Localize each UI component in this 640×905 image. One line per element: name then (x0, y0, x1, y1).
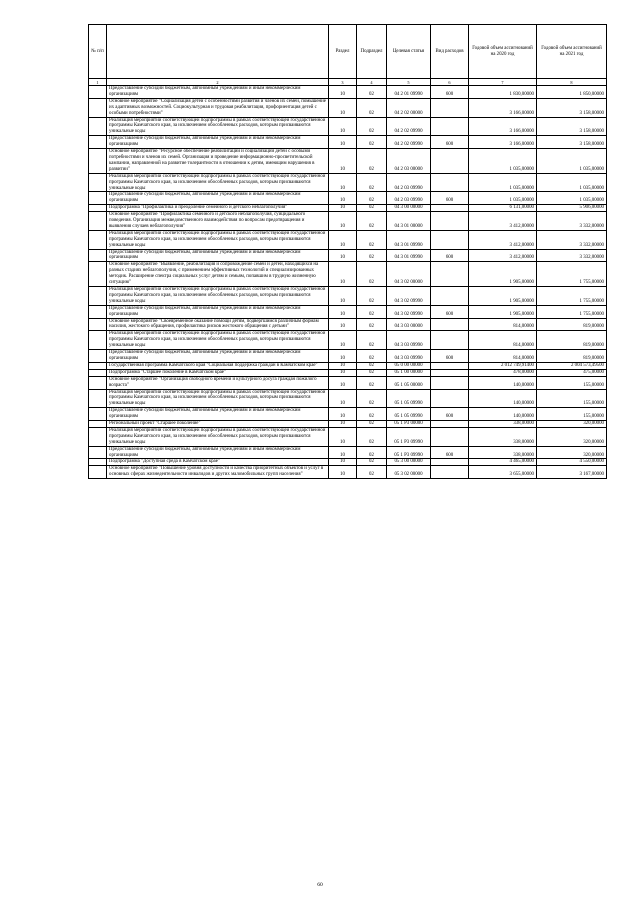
row-expense-type (431, 149, 469, 174)
row-amount-2020: 1 035,00000 (469, 149, 537, 174)
row-amount-2021: 1 850,00000 (537, 86, 607, 99)
row-amount-2021: 2 004 573,49500 (537, 362, 607, 369)
row-name: Основное мероприятие "Выявление, реабилитация и сопровождение семей и детей, находящихся на разных стадиях неблагополучия, с применением эффективных технологий и специализированных методик. Расширение спектра социальных услуг детям и семьям, попавшим в трудную жизненную ситуацию" (107, 262, 329, 287)
row-name: Предоставление субсидий бюджетным, автономным учреждениям и иным некоммерческим организациям (107, 350, 329, 363)
row-subsection: 02 (357, 459, 387, 466)
row-amount-2021: 3 332,00000 (537, 230, 607, 249)
row-expense-type (431, 230, 469, 249)
row-num (89, 98, 107, 117)
row-amount-2020: 338,00000 (469, 421, 537, 428)
row-subsection: 02 (357, 98, 387, 117)
row-num (89, 350, 107, 363)
row-subsection: 02 (357, 117, 387, 136)
table-row (89, 136, 607, 149)
row-article: 04 2 01 09990 (387, 86, 431, 99)
page-number: 60 (317, 882, 323, 888)
row-amount-2021: 155,00000 (537, 376, 607, 389)
row-amount-2020: 6 131,00000 (469, 205, 537, 212)
row-num (89, 262, 107, 287)
row-amount-2020: 3 655,00000 (469, 466, 537, 479)
row-article: 04 3 01 09990 (387, 230, 431, 249)
row-expense-type (431, 205, 469, 212)
row-num (89, 149, 107, 174)
header-amount-2021: Годовой объем ассигнований на 2021 год (537, 25, 607, 79)
row-subsection: 02 (357, 86, 387, 99)
row-article: 04 3 01 00000 (387, 212, 431, 231)
row-name: Подпрограмма "Профилактика и преодоление семейного и детского неблагополучия" (107, 205, 329, 212)
row-name: Предоставление субсидий бюджетным, автономным учреждениям и иным некоммерческим организациям (107, 192, 329, 205)
row-num (89, 362, 107, 369)
row-section: 10 (329, 212, 357, 231)
row-subsection: 02 (357, 287, 387, 306)
row-article: 05 3 02 00000 (387, 466, 431, 479)
row-expense-type: 600 (431, 192, 469, 205)
row-article: 05 1 05 00000 (387, 376, 431, 389)
table-row (89, 318, 607, 331)
row-article: 04 2 02 09990 (387, 136, 431, 149)
row-expense-type: 600 (431, 408, 469, 421)
table-row (89, 117, 607, 136)
column-number: 8 (537, 79, 607, 86)
row-name: Предоставление субсидий бюджетным, автономным учреждениям и иным некоммерческим организациям (107, 305, 329, 318)
row-amount-2020: 1 830,00000 (469, 86, 537, 99)
row-amount-2021: 3 158,00000 (537, 98, 607, 117)
row-section: 10 (329, 350, 357, 363)
row-amount-2021: 1 035,00000 (537, 149, 607, 174)
row-expense-type (431, 212, 469, 231)
row-amount-2021: 4 550,00000 (537, 459, 607, 466)
table-row (89, 408, 607, 421)
row-subsection: 02 (357, 466, 387, 479)
row-num (89, 466, 107, 479)
row-amount-2021: 320,00000 (537, 427, 607, 446)
row-article: 05 0 00 00000 (387, 362, 431, 369)
row-article: 05 1 P3 09990 (387, 427, 431, 446)
row-num (89, 459, 107, 466)
row-amount-2020: 338,00000 (469, 446, 537, 459)
row-expense-type (431, 362, 469, 369)
row-amount-2020: 3 412,00000 (469, 230, 537, 249)
row-section: 10 (329, 86, 357, 99)
row-section: 10 (329, 205, 357, 212)
row-amount-2021: 819,00000 (537, 318, 607, 331)
row-name: Реализация мероприятий соответствующей подпрограммы в рамках соответствующей государственной программы Камчатского края, за исключением обособленных расходов, которым присваиваются уникальные коды (107, 230, 329, 249)
row-amount-2021: 5 906,00000 (537, 205, 607, 212)
row-expense-type (431, 262, 469, 287)
row-amount-2020: 478,00000 (469, 369, 537, 376)
row-expense-type (431, 287, 469, 306)
row-amount-2021: 1 755,00000 (537, 262, 607, 287)
row-num (89, 205, 107, 212)
row-num (89, 421, 107, 428)
row-amount-2021: 155,00000 (537, 389, 607, 408)
table-row (89, 249, 607, 262)
column-number: 3 (329, 79, 357, 86)
table-row (89, 173, 607, 192)
row-amount-2020: 338,00000 (469, 427, 537, 446)
row-expense-type: 600 (431, 350, 469, 363)
row-subsection: 02 (357, 446, 387, 459)
row-section: 10 (329, 459, 357, 466)
row-subsection: 02 (357, 389, 387, 408)
row-article: 04 3 03 09990 (387, 350, 431, 363)
row-amount-2020: 3 166,00000 (469, 136, 537, 149)
row-name: Реализация мероприятий соответствующей подпрограммы в рамках соответствующей государственной программы Камчатского края, за исключением обособленных расходов, которым присваиваются уникальные коды (107, 331, 329, 350)
row-expense-type: 600 (431, 136, 469, 149)
header-expense-type: Вид расходов (431, 25, 469, 79)
row-expense-type (431, 459, 469, 466)
row-name: Реализация мероприятий соответствующей подпрограммы в рамках соответствующей государственной программы Камчатского края, за исключением обособленных расходов, которым присваиваются уникальные коды (107, 389, 329, 408)
row-section: 10 (329, 318, 357, 331)
row-subsection: 02 (357, 376, 387, 389)
row-name: Подпрограмма "Доступная среда в Камчатском крае" (107, 459, 329, 466)
row-section: 10 (329, 192, 357, 205)
header-row (89, 25, 607, 79)
row-expense-type (431, 318, 469, 331)
row-amount-2021: 3 158,00000 (537, 117, 607, 136)
row-amount-2020: 814,00000 (469, 318, 537, 331)
row-article: 04 3 03 00000 (387, 318, 431, 331)
table-row (89, 98, 607, 117)
row-section: 10 (329, 408, 357, 421)
row-article: 04 3 02 09990 (387, 287, 431, 306)
table-row (89, 86, 607, 99)
row-subsection: 02 (357, 350, 387, 363)
row-article: 05 1 05 09990 (387, 408, 431, 421)
row-amount-2021: 475,00000 (537, 369, 607, 376)
row-subsection: 02 (357, 362, 387, 369)
row-section: 10 (329, 230, 357, 249)
row-num (89, 408, 107, 421)
row-expense-type: 600 (431, 305, 469, 318)
row-name: Региональный проект "Старшее поколение" (107, 421, 329, 428)
row-article: 04 3 01 09990 (387, 249, 431, 262)
table-row (89, 389, 607, 408)
row-expense-type (431, 117, 469, 136)
row-amount-2021: 155,00000 (537, 408, 607, 421)
row-name: Реализация мероприятий соответствующей подпрограммы в рамках соответствующей государственной программы Камчатского края, за исключением обособленных расходов, которым присваиваются уникальные коды (107, 287, 329, 306)
row-amount-2021: 1 035,00000 (537, 192, 607, 205)
row-section: 10 (329, 117, 357, 136)
row-article: 04 2 03 00000 (387, 149, 431, 174)
table-row (89, 466, 607, 479)
row-expense-type: 600 (431, 86, 469, 99)
row-num (89, 249, 107, 262)
row-num (89, 305, 107, 318)
row-section: 10 (329, 287, 357, 306)
row-name: Основное мероприятие "Организация свободного времени и культурного досуга граждан пожилого возраста" (107, 376, 329, 389)
row-name: Реализация мероприятий соответствующей подпрограммы в рамках соответствующей государственной программы Камчатского края, за исключением обособленных расходов, которым присваиваются уникальные коды (107, 427, 329, 446)
row-section: 10 (329, 173, 357, 192)
header-name (107, 25, 329, 79)
row-article: 05 1 P3 00000 (387, 421, 431, 428)
row-amount-2021: 320,00000 (537, 421, 607, 428)
header-section: Раздел (329, 25, 357, 79)
column-number: 2 (107, 79, 329, 86)
row-name: Основное мероприятие "Ресурсное обеспечение реабилитации и социализации детей с особыми потребностями и членов их семей. Организация и проведение информационно-просветительской кампании, направленной на развитие толерантности в отношении к детям, имеющим нарушения в развитии" (107, 149, 329, 174)
row-num (89, 173, 107, 192)
row-num (89, 287, 107, 306)
table-row (89, 427, 607, 446)
table-row (89, 149, 607, 174)
row-amount-2020: 814,00000 (469, 350, 537, 363)
row-article: 04 2 03 09990 (387, 173, 431, 192)
row-expense-type: 600 (431, 249, 469, 262)
row-name: Предоставление субсидий бюджетным, автономным учреждениям и иным некоммерческим организациям (107, 136, 329, 149)
table-row (89, 205, 607, 212)
row-name: Основное мероприятие "Социализация детей с особенностями развития и членов их семей, помышение их адаптивных возможностей. Социокультурная и трудовая реабилитация, профориентация детей с особыми потребностями" (107, 98, 329, 117)
row-name: Реализация мероприятий соответствующей подпрограммы в рамках соответствующей государственной программы Камчатского края, за исключением обособленных расходов, которым присваиваются уникальные коды (107, 117, 329, 136)
table-row (89, 262, 607, 287)
table-row (89, 331, 607, 350)
table-row (89, 446, 607, 459)
row-num (89, 192, 107, 205)
row-article: 05 3 00 00000 (387, 459, 431, 466)
row-num (89, 230, 107, 249)
row-subsection: 02 (357, 173, 387, 192)
row-article: 04 3 02 09990 (387, 305, 431, 318)
row-num (89, 331, 107, 350)
row-section: 10 (329, 331, 357, 350)
table-row (89, 230, 607, 249)
row-amount-2020: 140,00000 (469, 408, 537, 421)
row-num (89, 446, 107, 459)
row-section: 10 (329, 305, 357, 318)
column-number-row (89, 79, 607, 86)
row-name: Подпрограмма "Старшее поколение в Камчатском крае" (107, 369, 329, 376)
row-article: 04 2 02 00000 (387, 98, 431, 117)
row-section: 10 (329, 249, 357, 262)
row-article: 04 2 03 09990 (387, 192, 431, 205)
row-article: 04 3 00 00000 (387, 205, 431, 212)
table-row (89, 305, 607, 318)
row-article: 05 1 05 09990 (387, 389, 431, 408)
row-amount-2020: 3 412,00000 (469, 212, 537, 231)
row-amount-2021: 1 755,00000 (537, 287, 607, 306)
column-number: 7 (469, 79, 537, 86)
row-amount-2021: 320,00000 (537, 446, 607, 459)
header-article: Целевая статья (387, 25, 431, 79)
row-subsection: 02 (357, 136, 387, 149)
row-expense-type (431, 466, 469, 479)
row-num (89, 376, 107, 389)
row-name: Предоставление субсидий бюджетным, автономным учреждениям и иным некоммерческим организациям (107, 446, 329, 459)
row-subsection: 02 (357, 249, 387, 262)
row-expense-type (431, 376, 469, 389)
row-name: Предоставление субсидий бюджетным, автономным учреждениям и иным некоммерческим организациям (107, 86, 329, 99)
table-row (89, 369, 607, 376)
row-section: 10 (329, 262, 357, 287)
row-amount-2021: 1 035,00000 (537, 173, 607, 192)
row-amount-2021: 819,00000 (537, 331, 607, 350)
row-subsection: 02 (357, 262, 387, 287)
table-row (89, 376, 607, 389)
table-row (89, 192, 607, 205)
header-amount-2020: Годовой объем ассигнований на 2020 год (469, 25, 537, 79)
row-expense-type (431, 173, 469, 192)
row-expense-type (431, 427, 469, 446)
row-subsection: 02 (357, 305, 387, 318)
row-amount-2020: 1 905,00000 (469, 287, 537, 306)
table-row (89, 459, 607, 466)
row-expense-type (431, 331, 469, 350)
row-subsection: 02 (357, 331, 387, 350)
row-subsection: 02 (357, 212, 387, 231)
row-article: 05 1 00 00000 (387, 369, 431, 376)
row-name: Основное мероприятие "Своевременное оказание помощи детям, подвергшимся различным формам насилия, жестокого обращения, профилактика рисков жестокого обращения с детьми" (107, 318, 329, 331)
row-amount-2020: 814,00000 (469, 331, 537, 350)
row-article: 04 3 03 09990 (387, 331, 431, 350)
row-num (89, 389, 107, 408)
row-name: Предоставление субсидий бюджетным, автономным учреждениям и иным некоммерческим организациям (107, 249, 329, 262)
row-subsection: 02 (357, 192, 387, 205)
row-expense-type (431, 369, 469, 376)
row-amount-2021: 3 332,00000 (537, 212, 607, 231)
row-amount-2020: 140,00000 (469, 389, 537, 408)
row-amount-2020: 2 012 749,91400 (469, 362, 537, 369)
row-amount-2021: 819,00000 (537, 350, 607, 363)
row-article: 05 1 P3 09990 (387, 446, 431, 459)
row-amount-2020: 4 465,00000 (469, 459, 537, 466)
row-subsection: 02 (357, 149, 387, 174)
row-amount-2021: 3 332,00000 (537, 249, 607, 262)
table-row (89, 350, 607, 363)
row-name: Основное мероприятие "Повышение уровня доступности и качества приоритетных объектов и услуг в основных сферах жизнедеятельности инвалидов и других маломобильных групп населения" (107, 466, 329, 479)
row-num (89, 318, 107, 331)
row-amount-2020: 140,00000 (469, 376, 537, 389)
row-section: 10 (329, 369, 357, 376)
row-name: Предоставление субсидий бюджетным, автономным учреждениям и иным некоммерческим организациям (107, 408, 329, 421)
row-amount-2020: 1 905,00000 (469, 305, 537, 318)
row-amount-2020: 1 035,00000 (469, 173, 537, 192)
row-section: 10 (329, 446, 357, 459)
row-subsection: 02 (357, 427, 387, 446)
row-num (89, 427, 107, 446)
column-number: 4 (357, 79, 387, 86)
row-section: 10 (329, 376, 357, 389)
table-row (89, 362, 607, 369)
row-name: Государственная программа Камчатского края "Социальная поддержка граждан в Камчатском крае" (107, 362, 329, 369)
row-amount-2020: 1 035,00000 (469, 192, 537, 205)
row-section: 10 (329, 98, 357, 117)
row-amount-2021: 3 158,00000 (537, 136, 607, 149)
row-subsection: 02 (357, 230, 387, 249)
table-row (89, 287, 607, 306)
row-expense-type (431, 389, 469, 408)
row-section: 10 (329, 427, 357, 446)
row-section: 10 (329, 389, 357, 408)
row-amount-2020: 1 905,00000 (469, 262, 537, 287)
row-num (89, 212, 107, 231)
row-section: 10 (329, 149, 357, 174)
row-expense-type: 600 (431, 446, 469, 459)
column-number: 6 (431, 79, 469, 86)
row-section: 10 (329, 362, 357, 369)
budget-table (88, 24, 607, 479)
row-amount-2021: 1 755,00000 (537, 305, 607, 318)
table-row (89, 421, 607, 428)
row-expense-type (431, 421, 469, 428)
row-article: 04 3 02 00000 (387, 262, 431, 287)
header-num: № п/п (89, 25, 107, 79)
row-subsection: 02 (357, 318, 387, 331)
row-amount-2020: 3 412,00000 (469, 249, 537, 262)
row-amount-2020: 3 166,00000 (469, 117, 537, 136)
row-section: 10 (329, 421, 357, 428)
row-amount-2020: 3 166,00000 (469, 98, 537, 117)
row-num (89, 117, 107, 136)
table-row (89, 212, 607, 231)
row-name: Основное мероприятие "Профилактика семейного и детского неблагополучия, суицидального поведения. Организация межведомственного взаимодействия по вопросам предотвращения и выявления случаев неблагополучия" (107, 212, 329, 231)
row-name: Реализация мероприятий соответствующей подпрограммы в рамках соответствующей государственной программы Камчатского края, за исключением обособленных расходов, которым присваиваются уникальные коды (107, 173, 329, 192)
column-number: 1 (89, 79, 107, 86)
row-article: 04 2 02 09990 (387, 117, 431, 136)
row-subsection: 02 (357, 408, 387, 421)
row-expense-type (431, 98, 469, 117)
row-num (89, 86, 107, 99)
row-subsection: 02 (357, 369, 387, 376)
row-num (89, 369, 107, 376)
row-section: 10 (329, 466, 357, 479)
row-subsection: 02 (357, 205, 387, 212)
row-section: 10 (329, 136, 357, 149)
row-num (89, 136, 107, 149)
header-subsection: Подраздел (357, 25, 387, 79)
row-subsection: 02 (357, 421, 387, 428)
row-amount-2021: 3 167,00000 (537, 466, 607, 479)
column-number: 5 (387, 79, 431, 86)
